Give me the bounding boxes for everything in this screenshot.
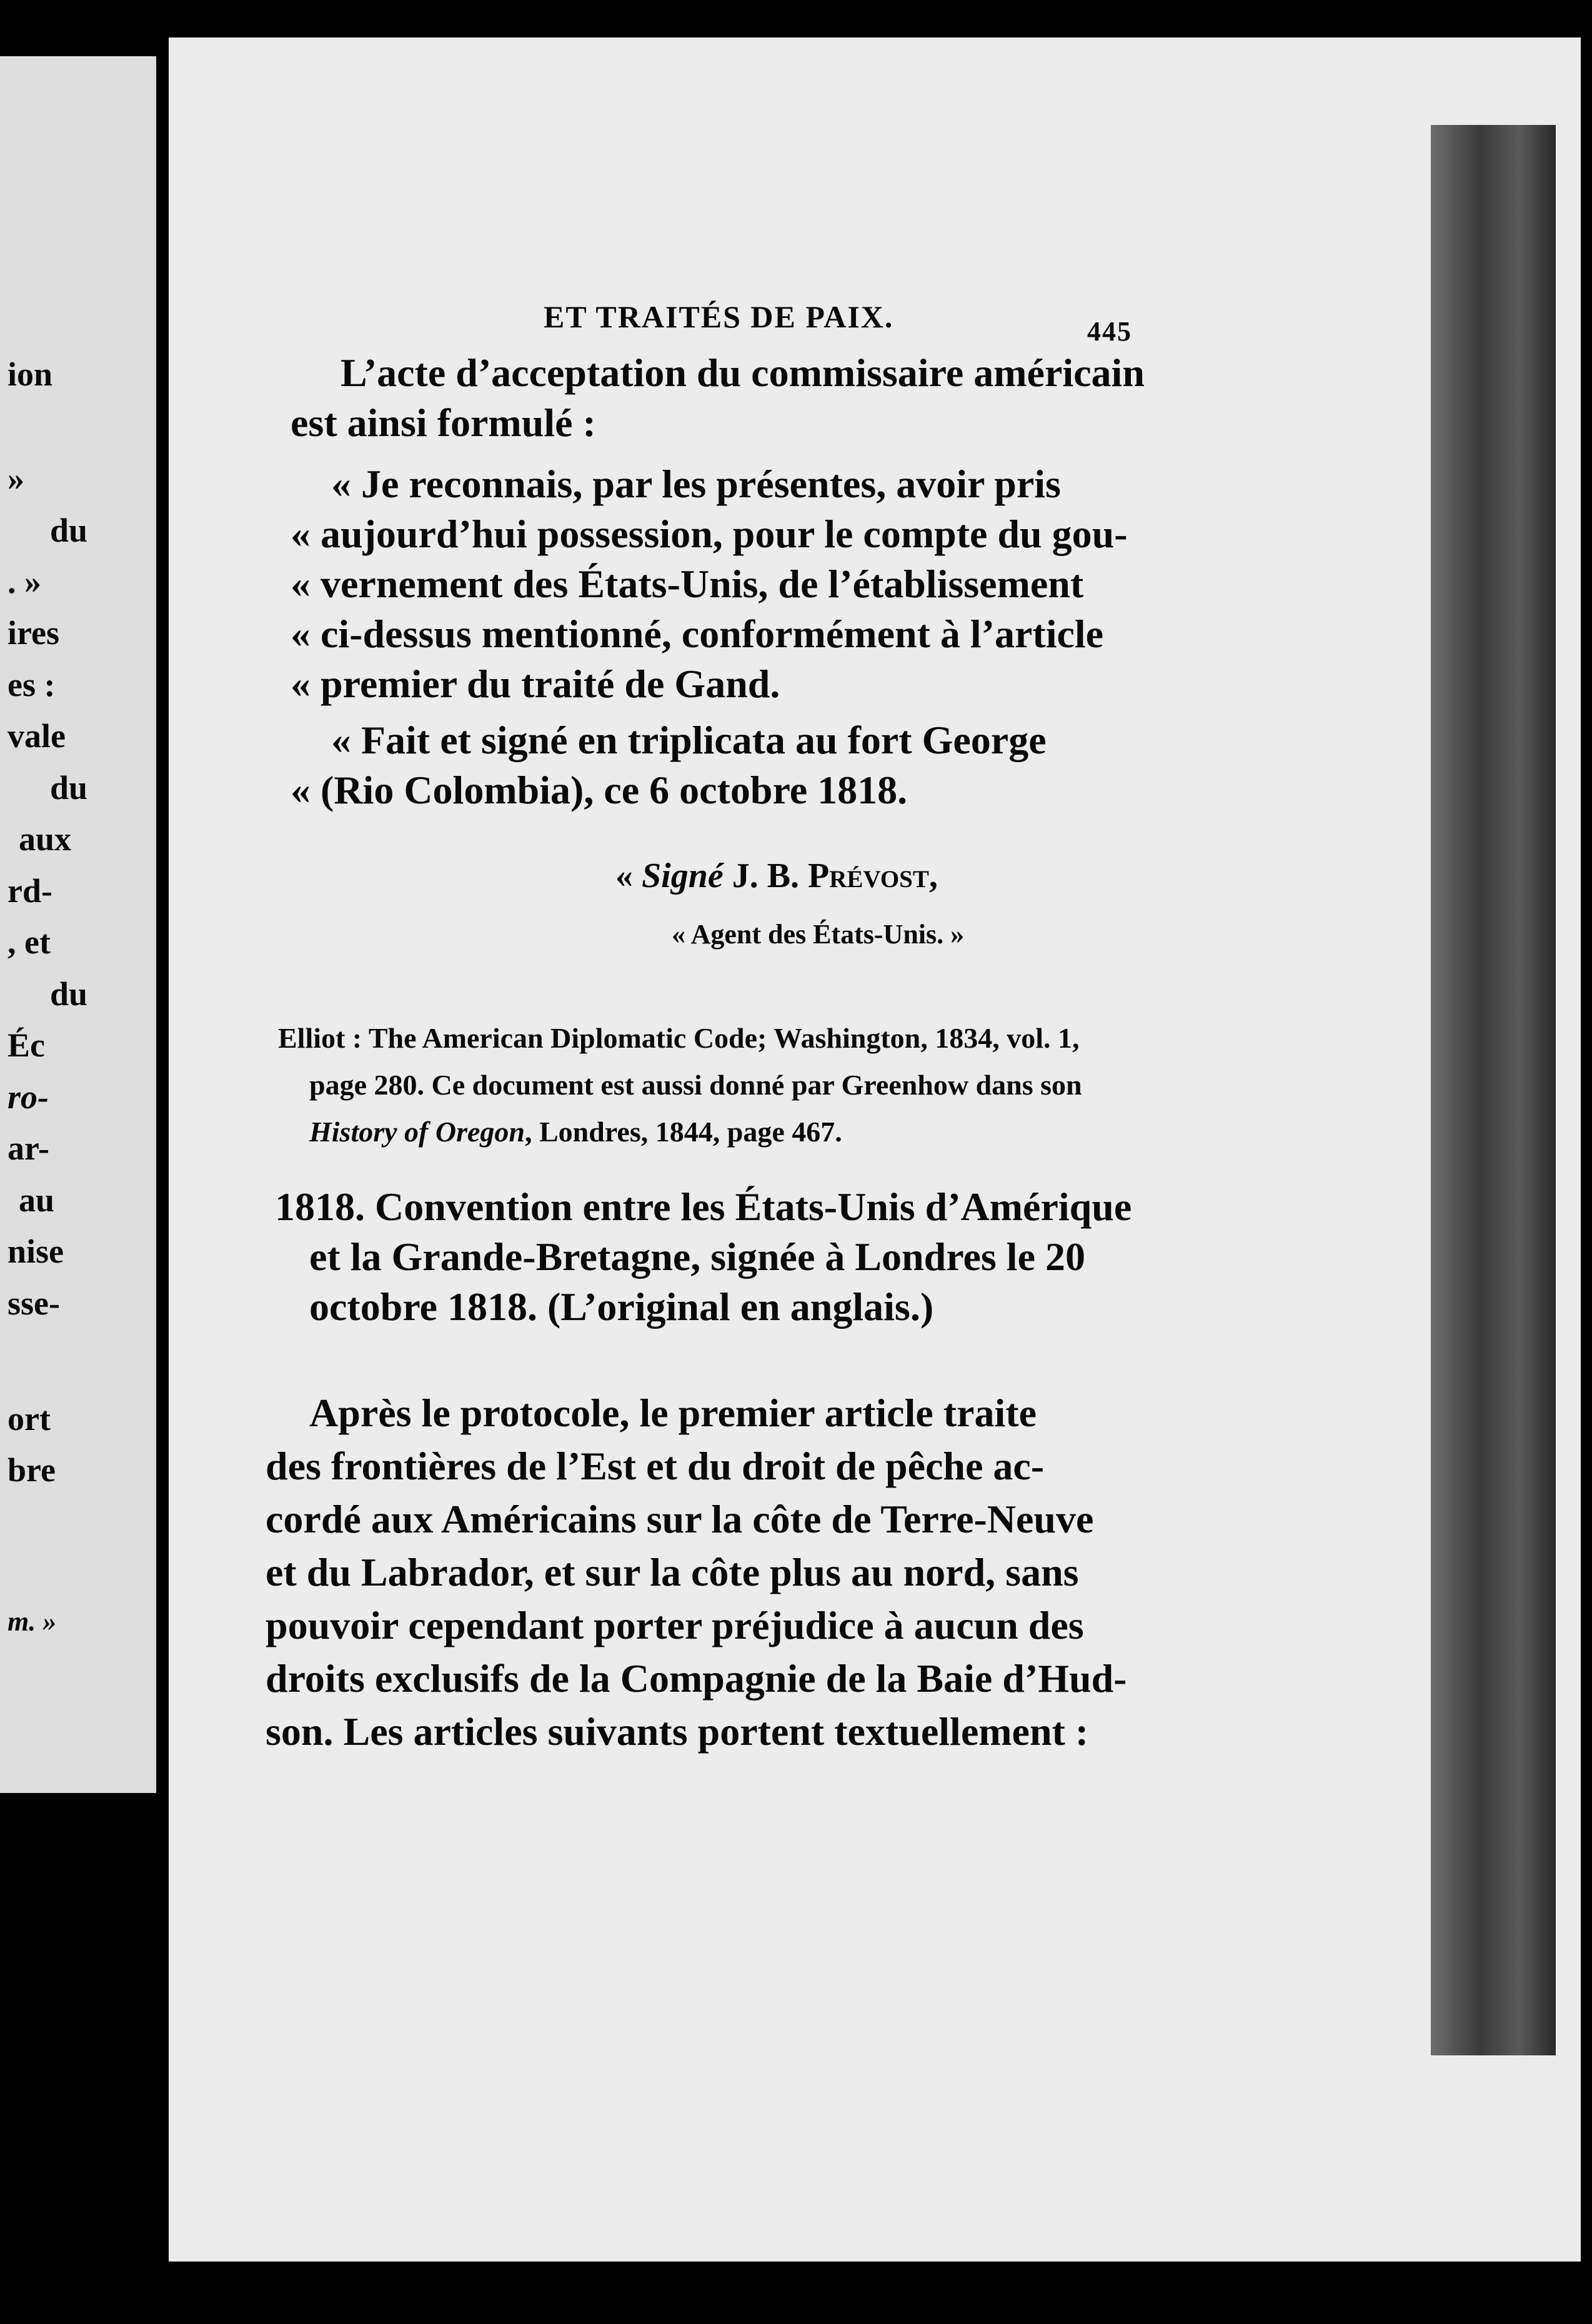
reference-line: page 280. Ce document est aussi donné par Greenhow dans son <box>309 1069 1082 1101</box>
facing-fragment: au <box>19 1181 55 1219</box>
facing-fragment: aux <box>19 820 72 858</box>
facing-fragment: ort <box>7 1400 51 1438</box>
facing-fragment: . » <box>7 563 41 600</box>
facing-fragment: du <box>50 975 88 1013</box>
facing-fragment: sse- <box>7 1284 60 1322</box>
quotation-line: « premier du traité de Gand. <box>291 662 780 706</box>
facing-fragment: du <box>50 769 88 807</box>
signature-signed: Signé <box>642 857 724 895</box>
quotation-line: « Fait et signé en triplicata au fort George <box>331 718 1047 762</box>
reference-book-title: History of Oregon <box>309 1116 525 1148</box>
facing-page-strip <box>0 56 156 1793</box>
facing-fragment: m. » <box>7 1606 57 1637</box>
facing-fragment: bre <box>7 1451 56 1489</box>
facing-fragment: , et <box>7 923 51 961</box>
body-line: Après le protocole, le premier article traite <box>309 1391 1037 1435</box>
treaty-heading-line: et la Grande-Bretagne, signée à Londres le 20 <box>309 1234 1085 1279</box>
body-line: son. Les articles suivants portent textuellement : <box>266 1709 1089 1754</box>
signature-prefix: « <box>615 857 642 895</box>
facing-fragment: ro- <box>7 1078 49 1116</box>
facing-fragment: ar- <box>7 1130 49 1167</box>
facing-fragment: nise <box>7 1233 64 1270</box>
quotation-line: « Je reconnais, par les présentes, avoir pris <box>331 462 1061 506</box>
treaty-heading-line: octobre 1818. (L’original en anglais.) <box>309 1284 934 1329</box>
treaty-heading-line: 1818. Convention entre les États-Unis d’Amérique <box>275 1184 1132 1229</box>
page-number: 445 <box>1087 316 1132 347</box>
page-stack-edge <box>1431 125 1556 2055</box>
facing-fragment: vale <box>7 717 66 755</box>
quotation-line: « (Rio Colombia), ce 6 octobre 1818. <box>291 768 908 812</box>
reference-book-rest: , Londres, 1844, page 467. <box>525 1116 842 1148</box>
quotation-line: « aujourd’hui possession, pour le compte du gou- <box>291 512 1128 556</box>
body-line: pouvoir cependant porter préjudice à aucun des <box>266 1603 1084 1647</box>
body-line: et du Labrador, et sur la côte plus au nord, sans <box>266 1550 1079 1594</box>
quotation-line: « ci-dessus mentionné, conformément à l’article <box>291 612 1104 656</box>
signature-title: « Agent des États-Unis. » <box>672 919 965 950</box>
facing-fragment: es : <box>7 666 56 703</box>
signature-line <box>615 856 938 896</box>
facing-fragment: rd- <box>7 872 52 910</box>
facing-fragment: Éc <box>7 1026 45 1064</box>
intro-line: L’acte d’acceptation du commissaire américain <box>341 350 1145 395</box>
running-title: ET TRAITÉS DE PAIX. <box>544 299 894 334</box>
signature-name: J. B. Prévost, <box>723 857 938 895</box>
body-line: droits exclusifs de la Compagnie de la Baie d’Hud- <box>266 1656 1127 1701</box>
facing-fragment: ion <box>7 355 53 393</box>
facing-fragment: ires <box>7 614 59 652</box>
facing-fragment: » <box>7 460 24 497</box>
quotation-line: « vernement des États-Unis, de l’établissement <box>291 562 1084 606</box>
facing-fragment: du <box>50 512 88 549</box>
intro-line: est ainsi formulé : <box>291 400 596 445</box>
reference-line: Elliot : The American Diplomatic Code; Washington, 1834, vol. 1, <box>278 1022 1080 1054</box>
body-line: des frontières de l’Est et du droit de pêche ac- <box>266 1444 1045 1488</box>
body-line: cordé aux Américains sur la côte de Terre-Neuve <box>266 1497 1094 1541</box>
reference-line <box>309 1115 842 1148</box>
